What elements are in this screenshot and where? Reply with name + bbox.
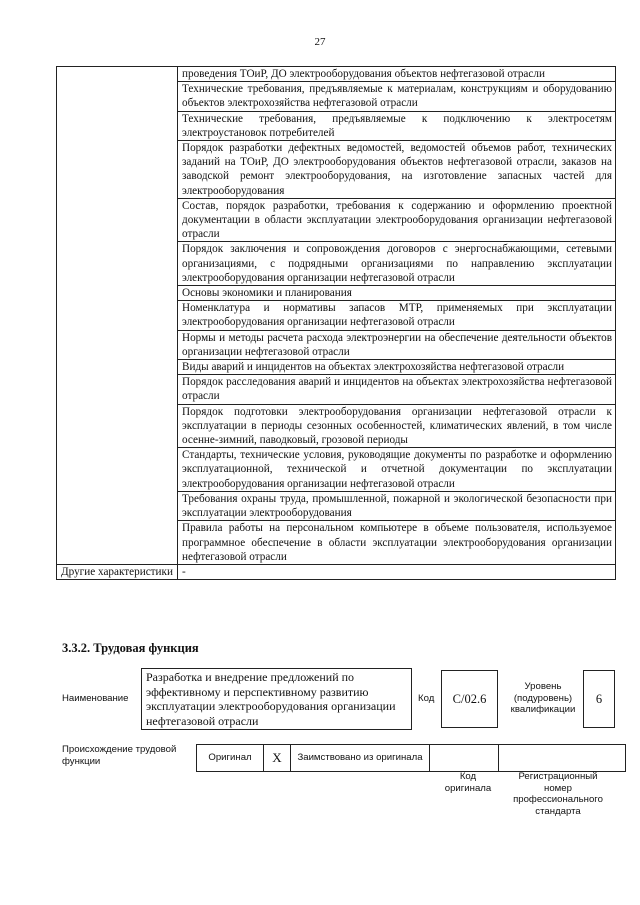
knowledge-row: Порядок подготовки электрооборудования организации нефтегазовой отрасли к эксплуатации в периоды сезонных особенностей, климатических явлений, в том числе осенне-зимний, паводковый, грозовой периоды [178, 404, 616, 448]
original-code-cell [430, 745, 499, 772]
knowledge-row: Нормы и методы расчета расхода электроэнергии на обеспечение деятельности объектов организации нефтегазовой отрасли [178, 330, 616, 359]
knowledge-row: проведения ТОиР, ДО электрооборудования объектов нефтегазовой отрасли [178, 67, 616, 82]
function-code: С/02.6 [441, 670, 498, 728]
knowledge-row: Основы экономики и планирования [178, 286, 616, 301]
page-number: 27 [314, 36, 326, 48]
code-label: Код [418, 693, 435, 704]
knowledge-row: Правила работы на персональном компьютере в объеме пользователя, используемое программное обеспечение в области эксплуатации электрооборудования организации нефтегазовой отрасли [178, 521, 616, 565]
knowledge-row: Порядок разработки дефектных ведомостей, ведомостей объемов работ, технических заданий на ТОиР, ДО электрооборудования объектов нефтегазовой отрасли, заказов на заводской ремонт электрооборудования, на изготовление запасных частей для электрооборудования [178, 141, 616, 199]
other-characteristics-label: Другие характеристики [57, 564, 178, 579]
original-code-label: Код оригинала [444, 771, 492, 794]
origin-label: Происхождение трудовой функции [62, 744, 177, 767]
knowledge-row: Технические требования, предъявляемые к подключению к электросетям электроустановок потребителей [178, 111, 616, 140]
name-label: Наименование [62, 693, 129, 704]
knowledge-row: Порядок заключения и сопровождения договоров с энергоснабжающими, сетевыми организациями, с подрядными организациями по направлению эксплуатации электрооборудования организации нефтегазовой отрасли [178, 242, 616, 286]
level-label: Уровень (подуровень) квалификации [510, 681, 576, 715]
knowledge-row: Виды аварий и инцидентов на объектах электрохозяйства нефтегазовой отрасли [178, 360, 616, 375]
section-title: 3.3.2. Трудовая функция [62, 641, 199, 655]
knowledge-row: Требования охраны труда, промышленной, пожарной и экологической безопасности при эксплуатации электрооборудования [178, 491, 616, 520]
origin-table [196, 744, 626, 772]
registration-number-label: Регистрационный номер профессионального стандарта [513, 771, 603, 817]
original-label: Оригинал [197, 745, 264, 772]
borrowed-label: Заимствовано из оригинала [291, 745, 430, 772]
knowledge-row: Состав, порядок разработки, требования к содержанию и оформлению проектной документации в области эксплуатации электрооборудования организации нефтегазовой отрасли [178, 198, 616, 242]
knowledge-table [56, 66, 616, 580]
registration-number-cell [499, 745, 626, 772]
function-name: Разработка и внедрение предложений по эффективному и перспективному развитию эксплуатации электрооборудования организации нефтегазовой отрасли [141, 668, 412, 730]
knowledge-row: Номенклатура и нормативы запасов МТР, применяемых при эксплуатации электрооборудования организации нефтегазовой отрасли [178, 301, 616, 330]
other-characteristics-value: - [178, 564, 616, 579]
knowledge-row: Стандарты, технические условия, руководящие документы по разработке и оформлению эксплуатационной, технической и отчетной документации по эксплуатации электрооборудования организации нефтегазовой отрасли [178, 448, 616, 492]
knowledge-left-cell [57, 67, 178, 565]
knowledge-row: Порядок расследования аварий и инцидентов на объектах электрохозяйства нефтегазовой отрасли [178, 375, 616, 404]
original-mark: Х [264, 745, 291, 772]
knowledge-row: Технические требования, предъявляемые к материалам, конструкциям и оборудованию объектов электрохозяйства нефтегазовой отрасли [178, 82, 616, 111]
qualification-level: 6 [583, 670, 615, 728]
